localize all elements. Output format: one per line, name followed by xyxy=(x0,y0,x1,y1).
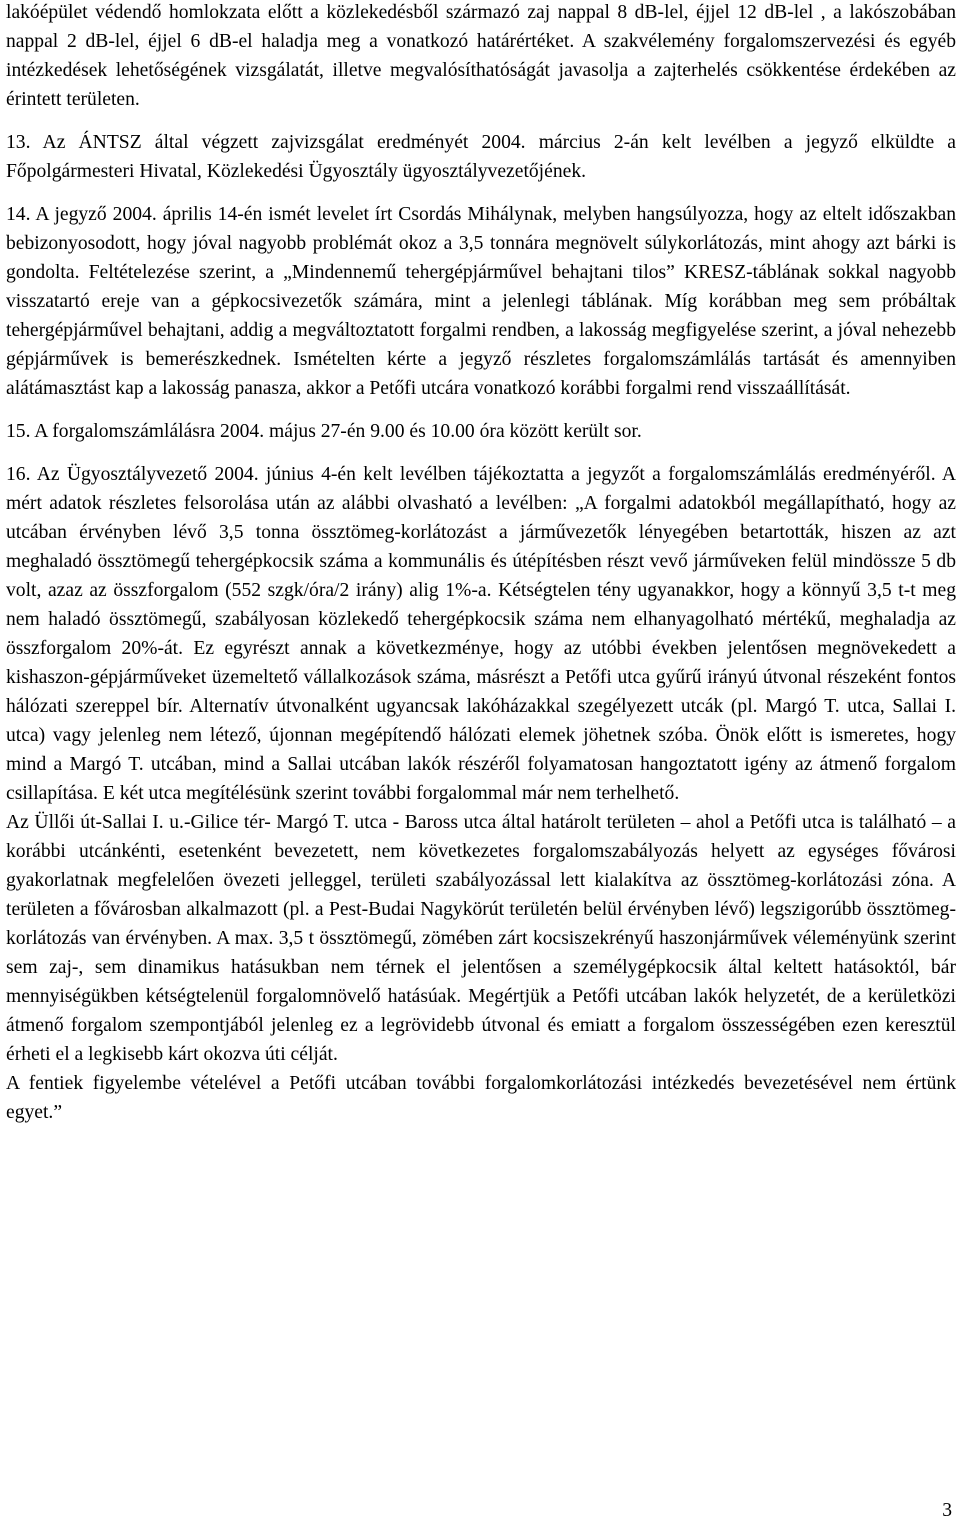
paragraph-item-14: 14. A jegyző 2004. április 14-én ismét levelet írt Csordás Mihálynak, melyben hangsúlyozza, hogy az eltelt időszakban bebizonyosodott, hogy jóval nagyobb problémát okoz a 3,5 tonnára megnövelt súlykorlátozás, mint ahogy azt bárki is gondolta. Feltételezése szerint, a „Mindennemű tehergépjárművel behajtani tilos” KRESZ-táblának sokkal nagyobb visszatartó ereje van a gépkocsivezetők számára, mint a jelenlegi táblának. Míg korábban meg sem próbáltak tehergépjárművel behajtani, addig a megváltoztatott forgalmi rendben, a lakosság megfigyelése szerint, a jóval nehezebb gépjárművek is bemerészkednek. Ismételten kérte a jegyző részletes forgalomszámlálás tartását és amennyiben alátámasztást kap a lakosság panasza, akkor a Petőfi utcára vonatkozó korábbi forgalmi rend visszaállítását. xyxy=(6,204,956,399)
page-number: 3 xyxy=(942,1500,952,1521)
paragraph-item-15: 15. A forgalomszámlálásra 2004. május 27-én 9.00 és 10.00 óra között került sor. xyxy=(6,421,642,442)
paragraph-item-16: 16. Az Ügyosztályvezető 2004. június 4-én kelt levélben tájékoztatta a jegyzőt a forgalomszámlálás eredményéről. A mért adatok részletes felsorolása után az alábbi olvasható a levélben: „A forgalmi adatokból megállapítható, hogy az utcában érvényben lévő 3,5 tonna össztömeg-korlátozást a járművezetők lényegében betartották, hiszen az azt meghaladó össztömegű tehergépkocsik száma a kommunális és útépítésben részt vevő járműveken felül mindössze 5 db volt, azaz az összforgalom (552 szgk/óra/2 irány) alig 1%-a. Kétségtelen tény ugyanakkor, hogy a könnyű 3,5 t-t meg nem haladó össztömegű, szabályosan közlekedő tehergépkocsik száma nem elhanyagolható mértékű, meghaladja az összforgalom 20%-át. Ez egyrészt annak a következménye, hogy az utóbbi években jelentősen megnövekedett a kishaszon-gépjárműveket üzemeltető vállalkozások száma, másrészt a Petőfi utca gyűrű irányú útvonal részeként fontos hálózati szereppel bír. Alternatív útvonalként ugyancsak lakóházakkal szegélyezett utcák (pl. Margó T. utca, Sallai I. utca) vagy jelenleg nem létező, újonnan megépítendő hálózati elemek jöhetnek szóba. Önök előtt is ismeretes, hogy mind a Margó T. utcában, mind a Sallai utcában lakók részéről folyamatosan hangoztatott igény az átmenő forgalom csillapítása. E két utca megítélésünk szerint további forgalommal már nem terhelhető. xyxy=(6,464,956,804)
paragraph-spacer xyxy=(6,114,956,128)
document-page xyxy=(6,0,956,1127)
paragraph-conclusion: A fentiek figyelembe vételével a Petőfi utcában további forgalomkorlátozási intézkedés bevezetésével nem értünk egyet.” xyxy=(6,1073,956,1123)
paragraph-spacer xyxy=(6,186,956,200)
paragraph-item-13: 13. Az ÁNTSZ által végzett zajvizsgálat eredményét 2004. március 2-án kelt levélben a jegyző elküldte a Főpolgármesteri Hivatal, Közlekedési Ügyosztály ügyosztályvezetőjének. xyxy=(6,132,956,182)
paragraph-spacer xyxy=(6,403,956,417)
paragraph-noise-assessment: lakóépület védendő homlokzata előtt a közlekedésből származó zaj nappal 8 dB-lel, éjjel 12 dB-lel , a lakószobában nappal 2 dB-lel, éjjel 6 dB-el haladja meg a vonatkozó határértéket. A szakvélemény forgalomszervezési és egyéb intézkedések lehetőségének vizsgálatát, illetve megvalósíthatóságát javasolja a zajterhelés csökkentése érdekében az érintett területen. xyxy=(6,2,956,110)
paragraph-spacer xyxy=(6,446,956,460)
paragraph-zone-regulation: Az Üllői út-Sallai I. u.-Gilice tér- Margó T. utca - Baross utca által határolt területen – ahol a Petőfi utca is található – a korábbi utcánkénti, esetenként bevezetett, nem következetes forgalomszabályozás helyett az egységes fővárosi gyakorlatnak megfelelően övezeti jelleggel, területi szabályozással lett kialakítva az össztömeg-korlátozási zóna. A területen a fővárosban alkalmazott (pl. a Pest-Budai Nagykörút területén belül érvényben lévő) legszigorúbb össztömeg-korlátozás van érvényben. A max. 3,5 t össztömegű, zömében zárt kocsiszekrényű haszonjárművek véleményünk szerint sem zaj-, sem dinamikus hatásukban nem térnek el jelentősen a személygépkocsik által keltett hatásoktól, bár mennyiségükben kétségtelenül forgalomnövelő hatásúak. Megértjük a Petőfi utcában lakók helyzetét, de a kerületközi átmenő forgalom szempontjából jelenleg ez a legrövidebb útvonal és emiatt a forgalom összességében ezen keresztül érheti el a legkisebb kárt okozva úti célját. xyxy=(6,812,956,1065)
